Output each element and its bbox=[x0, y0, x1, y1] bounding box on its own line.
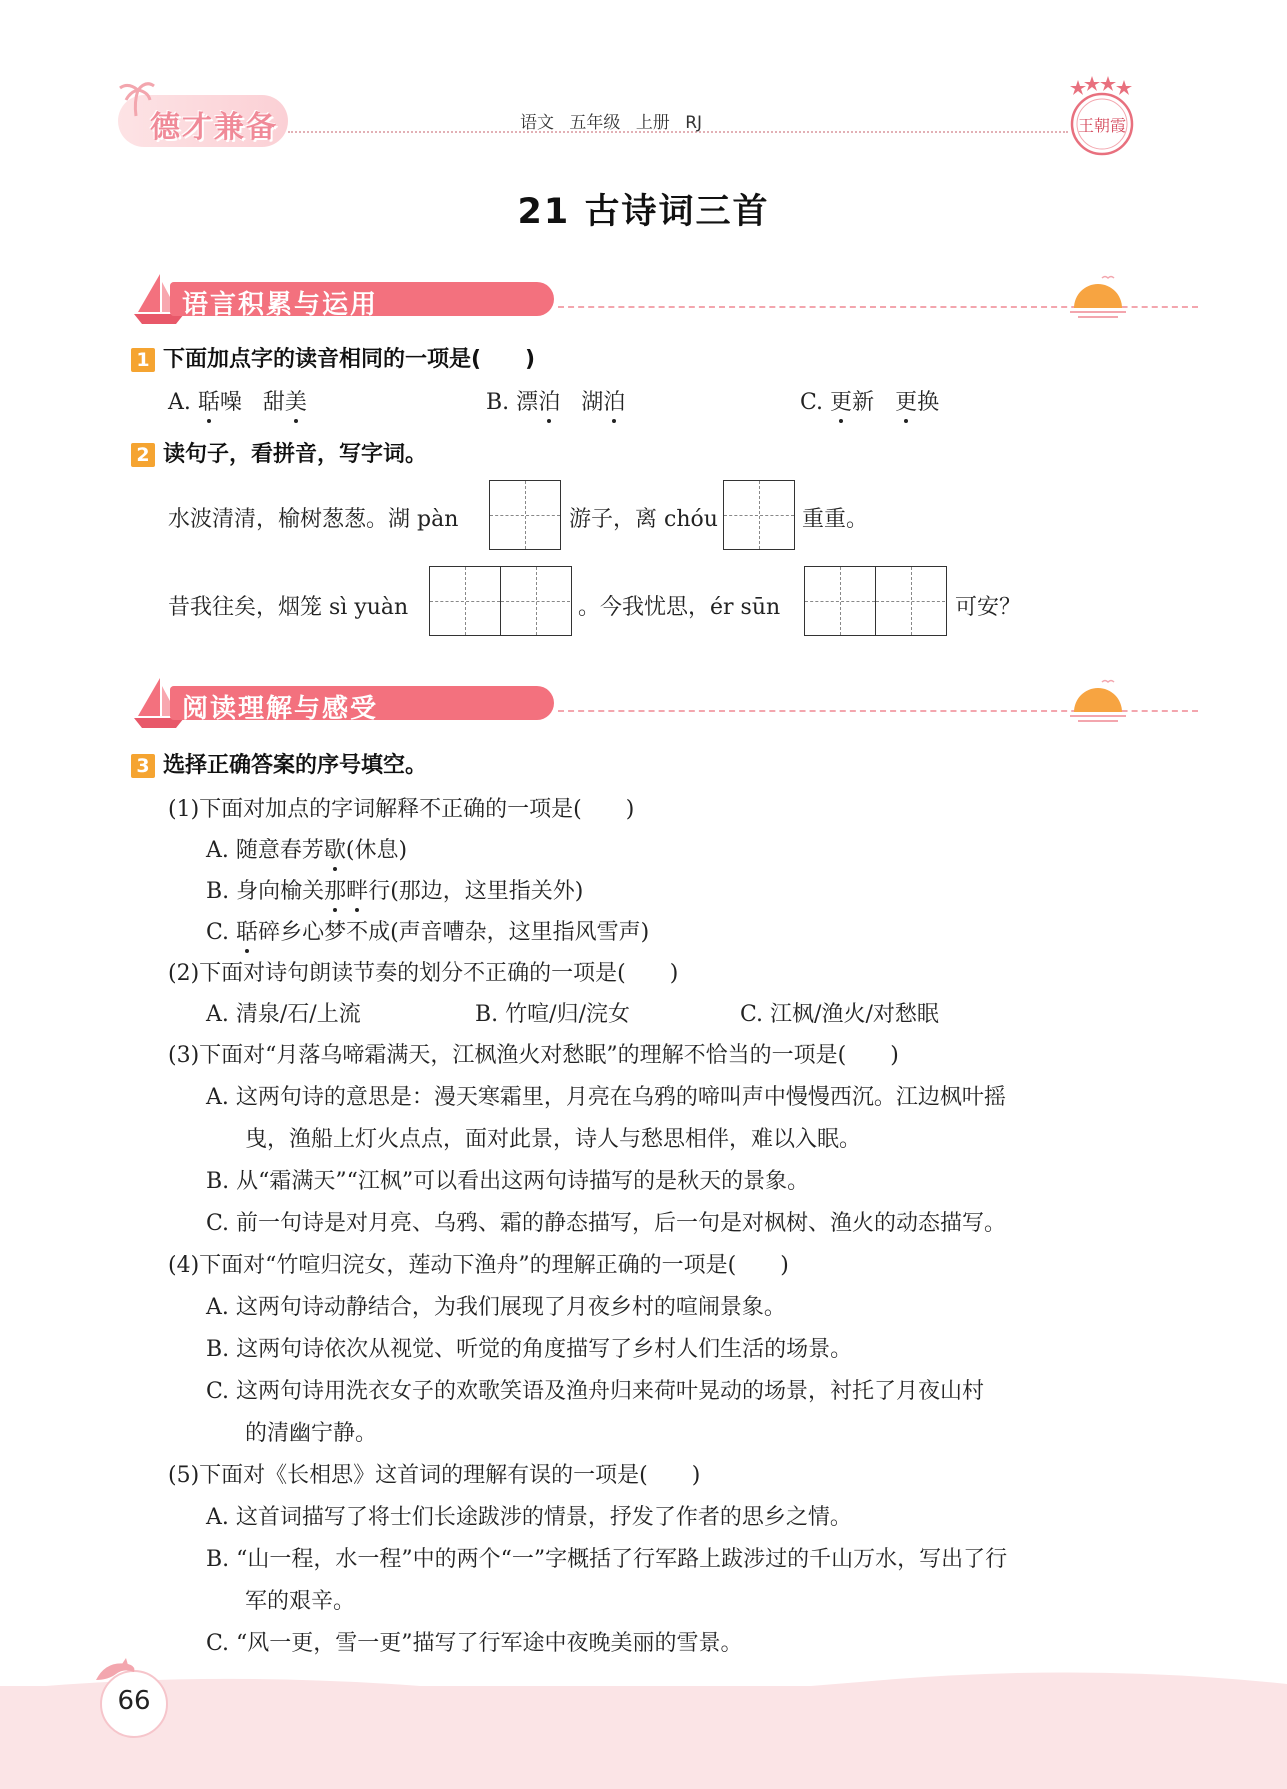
author-seal-icon bbox=[1062, 76, 1142, 160]
dotted-char: 更 bbox=[830, 390, 853, 415]
lesson-title: 21 古诗词三首 bbox=[517, 192, 770, 232]
dotted-char: 那 bbox=[324, 879, 347, 904]
char: 新 bbox=[852, 390, 875, 415]
question-text: 读句子，看拼音，写字词。 bbox=[163, 442, 428, 467]
q3-part3-stem: (3)下面对“月落乌啼霜满天，江枫渔火对愁眠”的理解不恰当的一项是( ) bbox=[168, 1043, 899, 1068]
char: 漂 bbox=[516, 390, 539, 415]
q3-part4-option-b[interactable]: B. 这两句诗依次从视觉、听觉的角度描写了乡村人们生活的场景。 bbox=[206, 1337, 853, 1362]
option-label: C. bbox=[800, 390, 824, 415]
q1-option-b[interactable] bbox=[486, 385, 625, 416]
q1-option-a[interactable] bbox=[168, 385, 307, 416]
footer-wave-shape bbox=[0, 1660, 1287, 1700]
dotted-char: 泊 bbox=[538, 390, 561, 415]
dotted-char: 更 bbox=[895, 390, 918, 415]
question-3-stem bbox=[131, 748, 427, 779]
q3-part2-option-c[interactable]: C. 江枫/渔火/对愁眠 bbox=[740, 1002, 939, 1027]
q2-line2-part1: 昔我往矣，烟笼 sì yuàn bbox=[168, 595, 409, 620]
q3-part2-stem: (2)下面对诗句朗读节奏的划分不正确的一项是( ) bbox=[168, 961, 679, 986]
q1-option-c[interactable] bbox=[800, 385, 939, 416]
q3-part4-option-c[interactable]: C. 这两句诗用洗衣女子的欢歌笑语及渔舟归来荷叶晃动的场景，衬托了月夜山村 bbox=[206, 1379, 985, 1404]
subject: 语文 bbox=[520, 113, 554, 133]
section-title: 阅读理解与感受 bbox=[182, 694, 379, 724]
question-2-stem bbox=[131, 437, 427, 468]
char: 湖 bbox=[581, 390, 604, 415]
q3-part4-option-c-cont: 的清幽宁静。 bbox=[245, 1421, 378, 1446]
q3-part1-option-c[interactable] bbox=[206, 915, 649, 946]
q3-part2-option-b[interactable]: B. 竹喧/归/浣女 bbox=[475, 1002, 630, 1027]
book-info bbox=[520, 108, 702, 133]
dotted-char: 聒 bbox=[236, 920, 259, 945]
q3-part3-option-c[interactable]: C. 前一句诗是对月亮、乌鸦、霜的静态描写，后一句是对枫树、渔火的动态描写。 bbox=[206, 1211, 1007, 1236]
grid-cell[interactable] bbox=[875, 567, 945, 635]
dotted-char: 歇 bbox=[323, 838, 346, 863]
dotted-char: 泊 bbox=[603, 390, 626, 415]
sunset-icon bbox=[1068, 274, 1128, 324]
char: 甜 bbox=[262, 390, 285, 415]
char: 换 bbox=[917, 390, 940, 415]
footer-band bbox=[0, 1686, 1287, 1789]
q3-part1-option-a[interactable] bbox=[206, 833, 407, 864]
dotted-char: 美 bbox=[284, 390, 307, 415]
dotted-char: 畔 bbox=[346, 879, 369, 904]
grid-cell[interactable] bbox=[724, 481, 794, 549]
section-title: 语言积累与运用 bbox=[182, 290, 379, 320]
edition: RJ bbox=[685, 113, 703, 133]
q3-part4-option-a[interactable]: A. 这两句诗动静结合，为我们展现了月夜乡村的喧闹景象。 bbox=[206, 1295, 786, 1320]
question-1-stem bbox=[131, 342, 535, 373]
option-text: B. 身向榆关 bbox=[206, 879, 325, 904]
grid-cell[interactable] bbox=[490, 481, 560, 549]
q3-part3-option-a[interactable]: A. 这两句诗的意思是：漫天寒霜里，月亮在乌鸦的啼叫声中慢慢西沉。江边枫叶摇 bbox=[206, 1085, 1006, 1110]
q3-part5-stem: (5)下面对《长相思》这首词的理解有误的一项是( ) bbox=[168, 1463, 701, 1488]
q3-part2-option-a[interactable]: A. 清泉/石/上流 bbox=[206, 1002, 361, 1027]
q2-line2-part2: 。今我忧思，ér sūn bbox=[578, 595, 781, 620]
section-banner-2 bbox=[130, 672, 1130, 732]
option-text: A. 随意春芳 bbox=[206, 838, 324, 863]
question-number-badge: 3 bbox=[131, 754, 155, 778]
q2-line2-part3: 可安？ bbox=[955, 595, 1022, 620]
volume: 上册 bbox=[635, 113, 670, 133]
seal-text: 王朝霞 bbox=[1077, 116, 1127, 135]
option-text: (休息) bbox=[345, 838, 408, 863]
question-number-badge: 2 bbox=[131, 443, 155, 467]
q2-line1-part3: 重重。 bbox=[802, 507, 869, 532]
question-text: 下面加点字的读音相同的一项是( ) bbox=[163, 347, 536, 372]
q3-part1-stem: (1)下面对加点的字词解释不正确的一项是( ) bbox=[168, 797, 635, 822]
page-number: 66 bbox=[117, 1686, 151, 1716]
q3-part5-option-a[interactable]: A. 这首词描写了将士们长途跋涉的情景，抒发了作者的思乡之情。 bbox=[206, 1505, 852, 1530]
q2-line1-part2: 游子，离 chóu bbox=[569, 507, 718, 532]
option-text: C. bbox=[206, 920, 237, 945]
option-text: 行(那边，这里指关外) bbox=[368, 879, 584, 904]
dotted-char: 聒 bbox=[197, 390, 220, 415]
q3-part3-option-a-cont: 曳，渔船上灯火点点，面对此景，诗人与愁思相伴，难以入眠。 bbox=[245, 1127, 862, 1152]
writing-grid-ersun[interactable] bbox=[804, 566, 947, 636]
grid-cell[interactable] bbox=[430, 567, 500, 635]
sunset-icon bbox=[1068, 678, 1128, 728]
writing-grid-siyuan[interactable] bbox=[429, 566, 572, 636]
grade: 五年级 bbox=[569, 113, 621, 133]
question-number-badge: 1 bbox=[131, 348, 155, 372]
writing-grid-pan[interactable] bbox=[489, 480, 561, 550]
grid-cell[interactable] bbox=[805, 567, 875, 635]
grid-cell[interactable] bbox=[500, 567, 570, 635]
section-banner-1 bbox=[130, 268, 1130, 328]
writing-grid-chou[interactable] bbox=[723, 480, 795, 550]
q3-part3-option-b[interactable]: B. 从“霜满天”“江枫”可以看出这两句诗描写的是秋天的景象。 bbox=[206, 1169, 810, 1194]
q3-part5-option-b-cont: 军的艰辛。 bbox=[245, 1589, 356, 1614]
option-label: A. bbox=[168, 390, 191, 415]
option-text: 碎乡心梦不成(声音嘈杂，这里指风雪声) bbox=[258, 920, 650, 945]
q2-line1-part1: 水波清清，榆树葱葱。湖 pàn bbox=[168, 507, 459, 532]
char: 噪 bbox=[219, 390, 242, 415]
q3-part5-option-b[interactable]: B. “山一程，水一程”中的两个“一”字概括了行军路上跋涉过的千山万水，写出了行 bbox=[206, 1547, 1008, 1572]
brand-logo-text: 德才兼备 bbox=[150, 110, 278, 145]
option-label: B. bbox=[486, 390, 510, 415]
question-text: 选择正确答案的序号填空。 bbox=[163, 753, 428, 778]
q3-part4-stem: (4)下面对“竹喧归浣女，莲动下渔舟”的理解正确的一项是( ) bbox=[168, 1253, 789, 1278]
q3-part5-option-c[interactable]: C. “风一更，雪一更”描写了行军途中夜晚美丽的雪景。 bbox=[206, 1631, 743, 1656]
q3-part1-option-b[interactable] bbox=[206, 874, 583, 905]
dolphin-icon bbox=[92, 1656, 138, 1690]
